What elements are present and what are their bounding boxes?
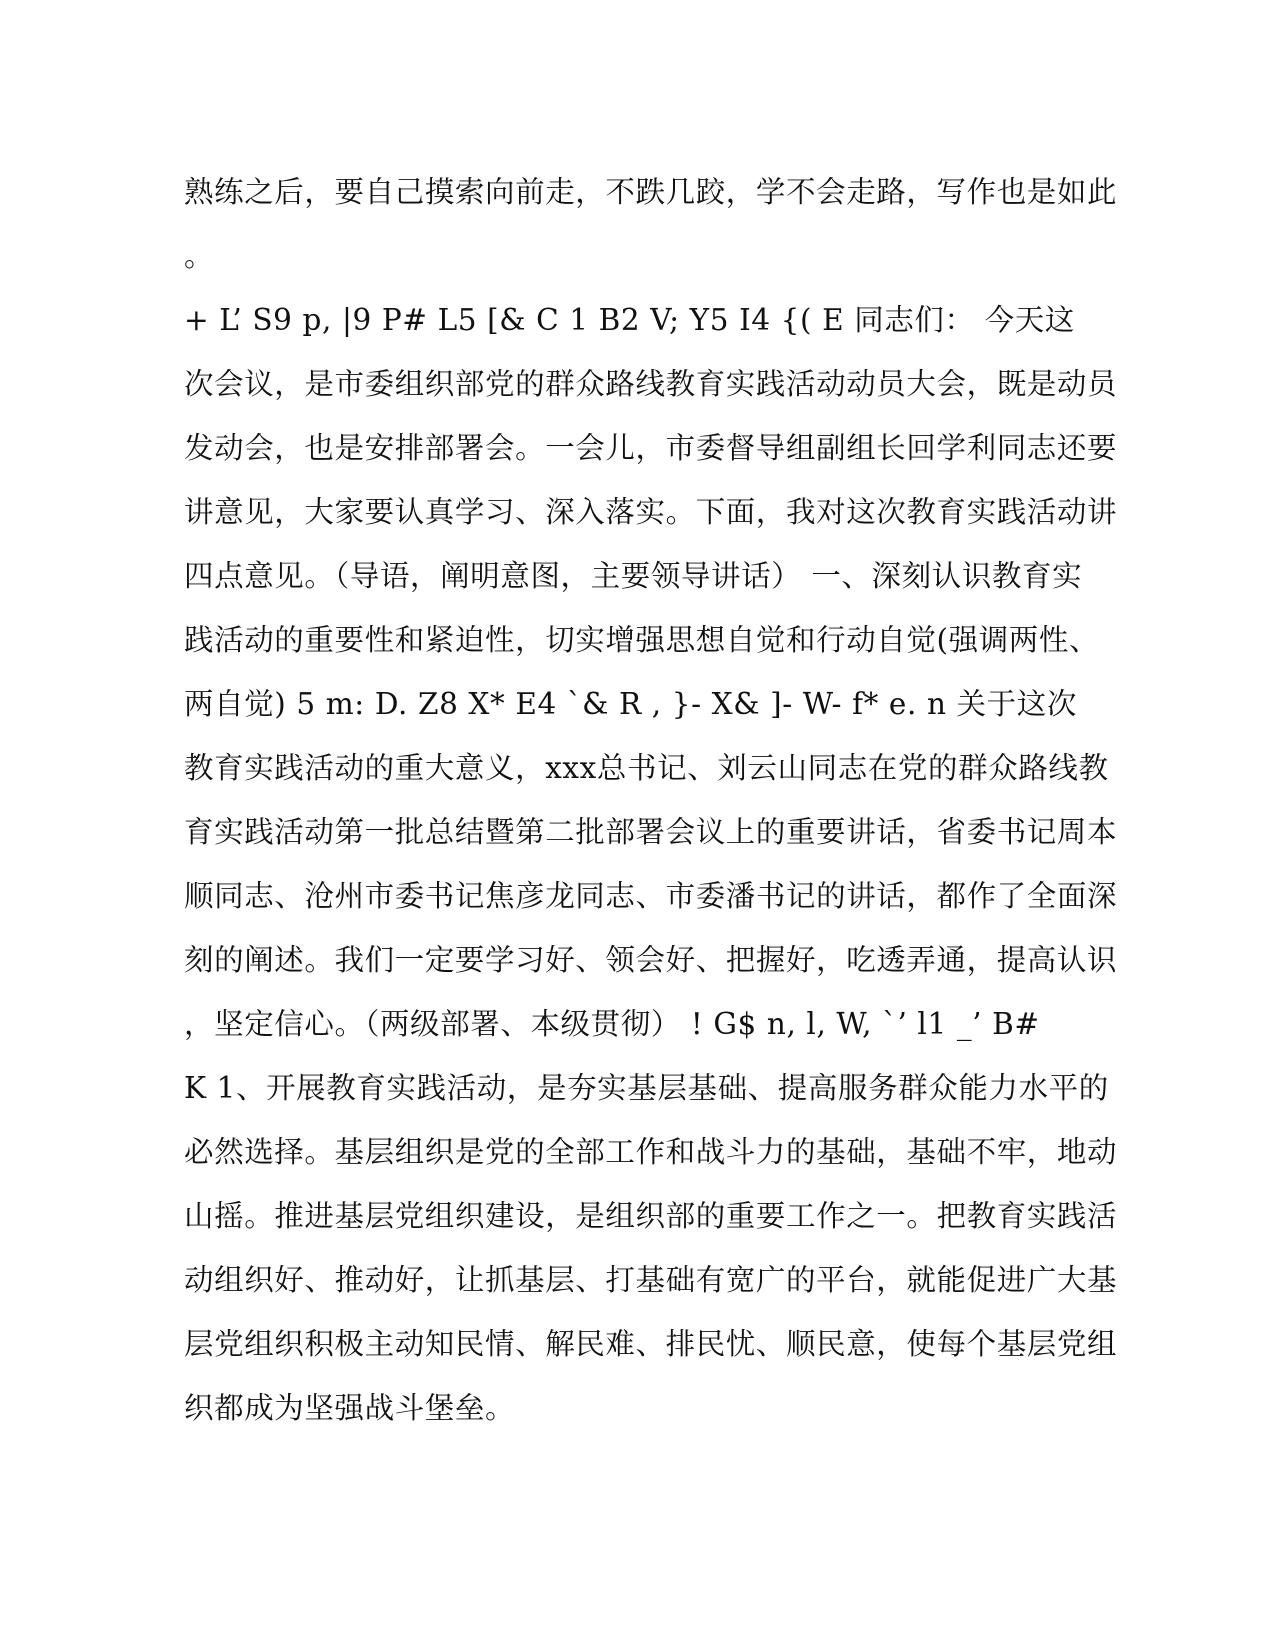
text-line: ，坚定信心。（两级部署、本级贯彻） ! G$ n, l, W, `’ l1 _’ B# [184,1007,1040,1041]
text-line: 育实践活动第一批总结暨第二批部署会议上的重要讲话，省委书记周本 [184,815,1118,849]
text-line: 践活动的重要性和紧迫性，切实增强思想自觉和行动自觉(强调两性、 [184,623,1100,657]
text-line: 动组织好、推动好，让抓基层、打基础有宽广的平台，就能促进广大基 [184,1263,1118,1297]
text-line: 发动会，也是安排部署会。一会儿，市委督导组副组长回学利同志还要 [184,431,1118,465]
text-line: + L’ S9 p, |9 P# L5 [& C 1 B2 V; Y5 I4 {( E 同志们： 今天这 [184,303,1075,337]
text-line: 教育实践活动的重大意义，xxx总书记、刘云山同志在党的群众路线教 [184,751,1109,785]
text-line: 四点意见。（导语，阐明意图，主要领导讲话） 一、深刻认识教育实 [184,559,1083,593]
text-line: 必然选择。基层组织是党的全部工作和战斗力的基础，基础不牢，地动 [184,1135,1118,1169]
text-line: 刻的阐述。我们一定要学习好、领会好、把握好，吃透弄通，提高认识 [184,943,1118,977]
text-line: 次会议，是市委组织部党的群众路线教育实践活动动员大会，既是动员 [184,367,1118,401]
text-line: 顺同志、沧州市委书记焦彦龙同志、市委潘书记的讲话，都作了全面深 [184,879,1118,913]
text-line: 。 [184,239,215,273]
text-line: 层党组织积极主动知民情、解民难、排民忧、顺民意，使每个基层党组 [184,1327,1118,1361]
text-line: 山摇。推进基层党组织建设，是组织部的重要工作之一。把教育实践活 [184,1199,1118,1233]
text-line: 熟练之后，要自己摸索向前走，不跌几跤，学不会走路，写作也是如此 [184,175,1118,209]
text-line: 讲意见，大家要认真学习、深入落实。下面，我对这次教育实践活动讲 [184,495,1118,529]
body-text [184,160,1118,1440]
text-line: 两自觉) 5 m: D. Z8 X* E4 `& R , }- X& ]- W- f* e. n 关于这次 [184,687,1077,721]
text-line: 织都成为坚强战斗堡垒。 [184,1391,516,1425]
text-line: K 1、开展教育实践活动，是夯实基层基础、提高服务群众能力水平的 [184,1071,1109,1105]
